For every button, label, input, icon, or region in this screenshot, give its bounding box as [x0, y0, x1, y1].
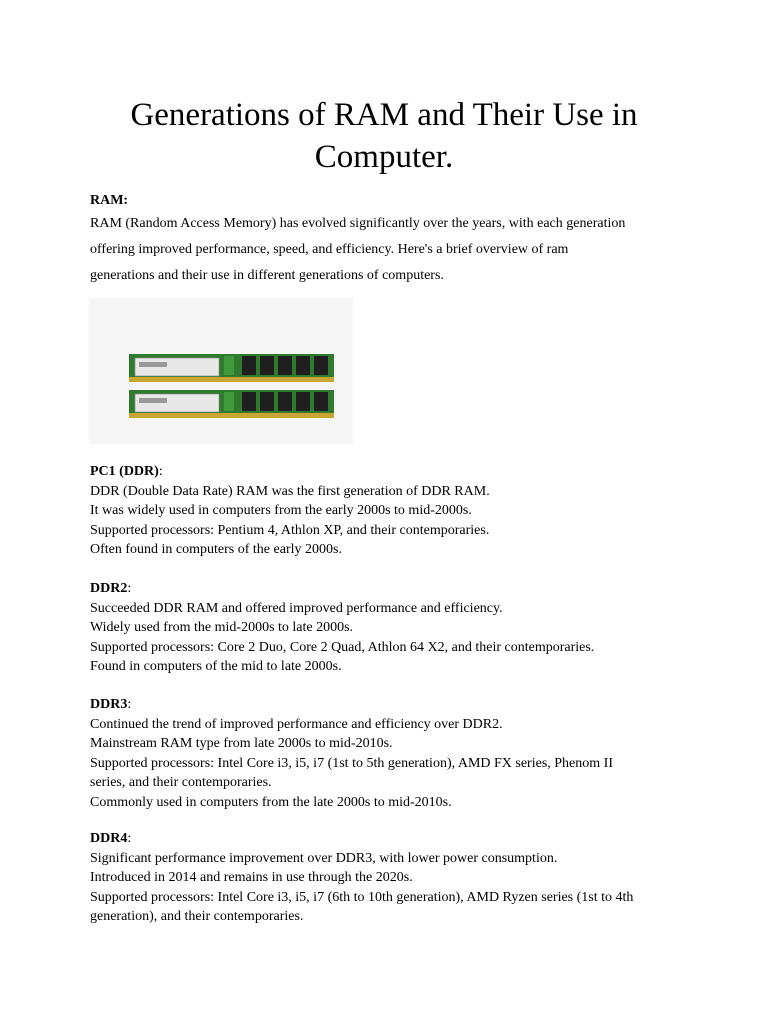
intro-section — [90, 191, 690, 289]
title-line-1: Generations of RAM and Their Use in — [130, 97, 638, 133]
section-ddr — [90, 462, 690, 560]
section-line: It was widely used in computers from the early 2000s to mid-2000s. — [90, 503, 472, 519]
section-line: Supported processors: Intel Core i3, i5, i7 (1st to 5th generation), AMD FX series, Phenom II — [90, 755, 613, 771]
intro-heading: RAM: — [90, 193, 129, 208]
section-ddr4 — [90, 829, 690, 927]
section-line: Mainstream RAM type from late 2000s to mid-2010s. — [90, 736, 393, 752]
section-heading: DDR3: — [90, 697, 132, 712]
section-ddr3 — [90, 695, 690, 812]
section-line: Supported processors: Intel Core i3, i5, i7 (6th to 10th generation), AMD Ryzen series (1st to 4th — [90, 889, 634, 905]
ram-stick-2 — [129, 390, 334, 418]
section-heading: PC1 (DDR): — [90, 464, 163, 479]
section-line: series, and their contemporaries. — [90, 775, 272, 791]
section-ddr2 — [90, 579, 690, 677]
page-title — [0, 94, 768, 178]
intro-line-2: offering improved performance, speed, and efficiency. Here's a brief overview of ram — [90, 242, 569, 257]
intro-line-3: generations and their use in different generations of computers. — [90, 268, 444, 283]
section-line: Commonly used in computers from the late 2000s to mid-2010s. — [90, 794, 452, 810]
title-line-2: Computer. — [314, 139, 454, 175]
section-heading: DDR2: — [90, 581, 132, 596]
section-line: Introduced in 2014 and remains in use through the 2020s. — [90, 870, 413, 886]
section-line: Succeeded DDR RAM and offered improved performance and efficiency. — [90, 601, 503, 616]
section-heading: DDR4: — [90, 831, 132, 846]
section-line: Often found in computers of the early 2000s. — [90, 542, 342, 558]
section-line: Significant performance improvement over DDR3, with lower power consumption. — [90, 851, 558, 866]
section-line: generation), and their contemporaries. — [90, 909, 304, 925]
ram-modules-image — [89, 298, 353, 444]
section-line: Widely used from the mid-2000s to late 2000s. — [90, 620, 354, 636]
section-line: DDR (Double Data Rate) RAM was the first generation of DDR RAM. — [90, 484, 490, 499]
section-line: Supported processors: Pentium 4, Athlon XP, and their contemporaries. — [90, 522, 490, 538]
intro-line-1: RAM (Random Access Memory) has evolved significantly over the years, with each generation — [90, 216, 626, 231]
section-line: Found in computers of the mid to late 2000s. — [90, 659, 342, 675]
ram-stick-1 — [129, 354, 334, 382]
section-line: Continued the trend of improved performance and efficiency over DDR2. — [90, 717, 503, 732]
section-line: Supported processors: Core 2 Duo, Core 2 Quad, Athlon 64 X2, and their contemporaries. — [90, 639, 595, 655]
